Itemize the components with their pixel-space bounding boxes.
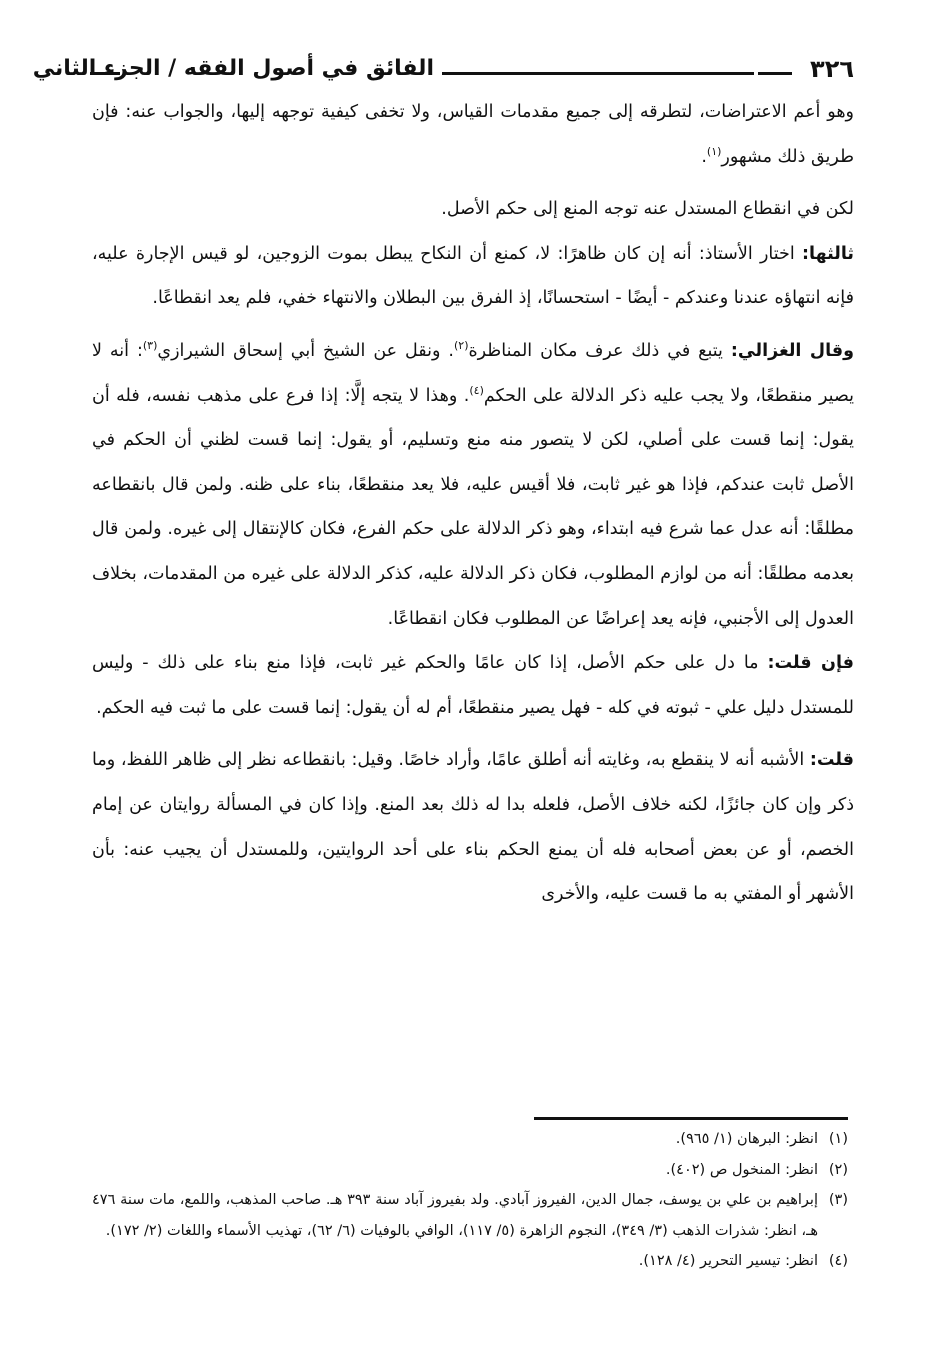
paragraph-1 — [92, 90, 854, 179]
paragraph-text: . — [701, 146, 707, 167]
paragraph-5 — [92, 641, 854, 730]
running-header — [32, 52, 854, 92]
paragraph-text: : أنه لا يصير منقطعًا، ولا يجب عليه ذكر الدلالة على الحكم — [92, 340, 854, 406]
footnote-mark: (١) — [828, 1131, 848, 1147]
section-label: وقال الغزالي: — [730, 340, 854, 361]
footnote-4 — [92, 1246, 848, 1277]
footnote-ref-4[interactable]: (٤) — [469, 383, 484, 397]
header-rule-left — [90, 72, 120, 75]
book-title: الفائق في أصول الفقه / الجزء الثاني — [32, 56, 434, 81]
footnote-3 — [92, 1185, 848, 1246]
footnote-text: انظر: المنخول ص (٤٠٢). — [665, 1161, 818, 1178]
footnote-ref-2[interactable]: (٢) — [453, 339, 469, 353]
section-label: قلت: — [809, 750, 854, 771]
paragraph-text: اختار الأستاذ: أنه إن كان ظاهرًا: لا، كمنع أن النكاح يبطل بموت الزوجين، لو قيس الإجارة عليه، فإنه انتهاؤه عندنا وعندكم - أيضًا - استحسانًا، إذ الفرق بين البطلان والانتهاء خفي، فلم يعد انقطاعًا. — [92, 243, 854, 309]
footnote-mark: (٢) — [828, 1161, 848, 1178]
paragraph-text: الأشبه أنه لا ينقطع به، وغايته أنه أطلق عامًا، وأراد خاصًا. وقيل: بانقطاعه نظر إلى ظاهر اللفظ، وما ذكر وإن كان جائزًا، لكنه خلاف الأصل، فلعله بدا له ذلك بعد المنع. وإذا كان في المسألة روايتان عن إمام الخصم، أو عن بعض أصحابه فله أن يمنع الحكم بناء على أحد الروايتين، وللمستدل أن يجيب عنه: بأن الأشهر أو المفتي به ما قست عليه، والأخرى — [92, 750, 854, 905]
paragraph-2 — [92, 187, 854, 232]
page-number: ٣٢٦ — [810, 55, 854, 83]
footnote-1 — [92, 1124, 848, 1155]
paragraph-3 — [92, 232, 854, 321]
section-label: ثالثها: — [802, 243, 854, 264]
paragraph-text: ما دل على حكم الأصل، إذا كان عامًا والحكم غير ثابت، فإذا منع بناء على ذلك - وليس للمستدل دليل علي - ثبوته في كله - فهل يصير منقطعًا، أم له أن يقول: إنما قست على ما ثبت فيه الحكم. — [92, 653, 854, 718]
footnote-text: انظر: تيسير التحرير (٤/ ١٢٨). — [638, 1253, 818, 1269]
body-text — [92, 90, 854, 917]
footnote-ref-1[interactable]: (١) — [706, 144, 722, 158]
paragraph-text: وهو أعم الاعتراضات، لتطرقه إلى جميع مقدمات القياس، ولا تخفى كيفية توجهه إليها، والجواب عنه: فإن طريق ذلك مشهور — [92, 102, 854, 167]
paragraph-6 — [92, 738, 854, 916]
footnote-text: انظر: البرهان (١/ ٩٦٥). — [675, 1131, 818, 1147]
footnote-text: إبراهيم بن علي بن يوسف، جمال الدين، الفيروز آبادي. ولد بفيروز آباد سنة ٣٩٣ هـ. صاحب المذهب، واللمع، مات سنة ٤٧٦ هـ، انظر: شذرات الذهب (٣/ ٣٤٩)، النجوم الزاهرة (٥/ ١١٧)، الوافي بالوفيات (٦/ ٦٢)، تهذيب الأسماء واللغات (٢/ ١٧٢). — [92, 1192, 818, 1239]
paragraph-text: يتبع في ذلك عرف مكان المناظرة — [468, 340, 731, 361]
footnote-2 — [92, 1155, 848, 1186]
paragraph-text: . وهذا لا يتجه إلَّا: إذا فرع على مذهب نفسه، فله أن يقول: إنما قست على أصلي، لكن لا يتصور منه منع وتسليم، أو يقول: إنما قست لظني أن الحكم في الأصل ثابت عندكم، فإذا هو غير ثابت، فلا أقيس عليه، فلا يعد منقطعًا، بناء على ظنه. ولمن قال بانقطاعه مطلقًا: أنه عدل عما شرع فيه ابتداء، وهو ذكر الدلالة على حكم الفرع، فكان كالإنتقال إلى غيره. ولمن قال بعدمه مطلقًا: أنه من لوازم المطلوب، فكان ذكر الدلالة عليه، كذكر الدلالة على غيره من المقدمات، بخلاف العدول إلى الأجنبي، فإنه يعد إعراضًا عن المطلوب فكان انقطاعًا. — [92, 385, 854, 629]
footnotes — [92, 1124, 848, 1277]
paragraph-text: . ونقل عن الشيخ أبي إسحاق الشيرازي — [157, 340, 454, 361]
footnote-mark: (٣) — [828, 1192, 848, 1208]
footnote-ref-3[interactable]: (٣) — [142, 339, 158, 353]
footnote-mark: (٤) — [828, 1253, 848, 1269]
header-rule-right — [758, 72, 792, 75]
header-rule-middle — [442, 72, 754, 75]
section-label: فإن قلت: — [767, 653, 854, 674]
paragraph-4 — [92, 329, 854, 641]
footnote-separator — [534, 1117, 848, 1120]
paragraph-text: لكن في انقطاع المستدل عنه توجه المنع إلى حكم الأصل. — [441, 199, 854, 220]
